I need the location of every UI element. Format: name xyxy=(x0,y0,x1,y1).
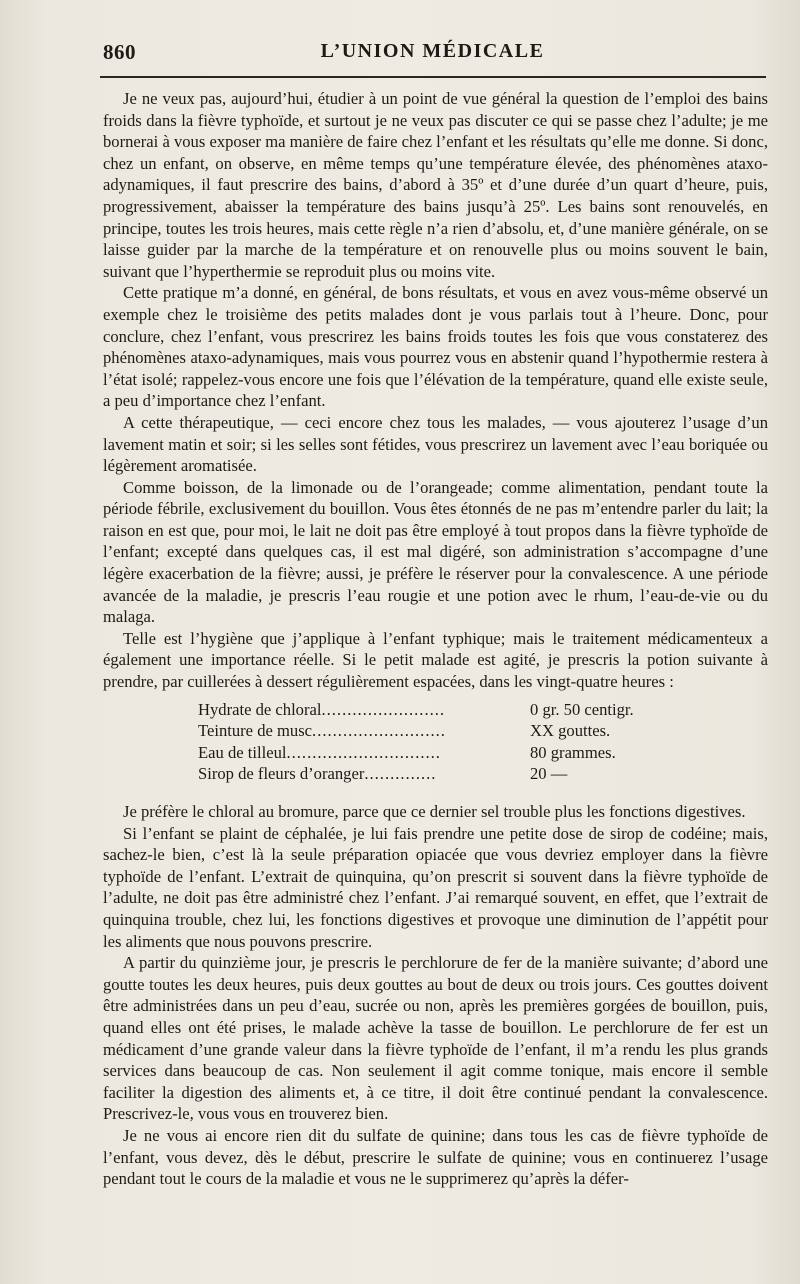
leader-dots: .......................... xyxy=(312,721,446,741)
paragraph: Je ne vous ai encore rien dit du sulfate de quinine; dans tous les cas de fièvre typhoïde de l’enfant, vous devez, dès le début, prescrire le sulfate de quinine; vous en continuerez l’usage pendant tout le cours de la maladie et vous ne le supprimerez qu’après la défer- xyxy=(103,1125,768,1189)
paragraph: Si l’enfant se plaint de céphalée, je lui fais prendre une petite dose de sirop de codéine; mais, sachez-le bien, c’est là la seule préparation opiacée que vous devriez employer dans la fièvre typhoïde de l’enfant. L’extrait de quinquina, qu’on prescrit si souvent dans la fièvre typhoïde de l’adulte, ne doit pas être administré chez l’enfant. J’ai remarqué souvent, en effet, que l’extrait de quinquina trouble, chez lui, les fonctions digestives et provoque une diminution de l’appétit pour les aliments que nous pouvons prescrire. xyxy=(103,823,768,951)
ingredient-name: Teinture de musc xyxy=(198,721,313,741)
paragraph: Cette pratique m’a donné, en général, de bons résultats, et vous en avez vous-même observé un exemple chez le troisième des petits malades dont je vous parlais tout à l’heure. Donc, pour conclure, chez l’enfant, vous prescrirez les bains froids toutes les fois que vous constaterez des phénomènes ataxo-adynamiques, mais vous pourrez vous en abstenir quand l’hypothermie restera à l’état isolé; rappelez-vous encore une fois que l’élévation de la température, quand elle existe seule, a peu d’importance chez l’enfant. xyxy=(103,283,768,411)
header-rule xyxy=(100,76,766,78)
paragraph: Comme boisson, de la limonade ou de l’orangeade; comme alimentation, pendant toute la période fébrile, exclusivement du bouillon. Vous êtes étonnés de ne pas m’entendre parler du lait; la raison en est que, pour moi, le lait ne doit pas être employé à tout propos dans la fièvre typhoïde de l’enfant; excepté dans quelques cas, il est mal digéré, son administration s’accompagne d’une légère exacerbation de la fièvre; aussi, je préfère le réserver pour la convalescence. A une période avancée de la maladie, je prescris l’eau rougie et une potion avec le rhum, l’eau-de-vie ou du malaga. xyxy=(103,477,768,627)
body-text xyxy=(103,88,768,1190)
ingredient-name: Hydrate de chloral xyxy=(198,699,322,719)
ingredient-name: Sirop de fleurs d’oranger xyxy=(198,764,365,784)
paragraph: Telle est l’hygiène que j’applique à l’enfant typhique; mais le traitement médicamenteux a également une importance réelle. Si le petit malade est agité, je prescris la potion suivante à prendre, par cuillerées à dessert régulièrement espacées, dans les vingt-quatre heures : xyxy=(103,628,768,692)
ingredient-quantity: 80 grammes. xyxy=(530,742,616,762)
prescription-row xyxy=(198,763,758,785)
page-header xyxy=(100,38,765,68)
prescription-row xyxy=(198,720,758,742)
running-title: L’UNION MÉDICALE xyxy=(320,40,545,62)
ingredient-quantity: 0 gr. 50 centigr. xyxy=(530,699,634,719)
leader-dots: .............. xyxy=(364,764,437,784)
paragraph: A partir du quinzième jour, je prescris le perchlorure de fer de la manière suivante; d’abord une goutte toutes les deux heures, puis deux gouttes au bout de deux ou trois jours. Ces gouttes doivent être administrées dans un peu d’eau, sucrée ou non, après les premières gorgées de bouillon, puis, quand elles ont été prises, le malade achève la tasse de bouillon. Le perchlorure de fer est un médicament d’une grande valeur dans la fièvre typhoïde de l’enfant, il m’a rendu les plus grands services dans beaucoup de cas. Non seulement il agit comme tonique, mais encore il semble faciliter la digestion des aliments et, à ce titre, il doit être continué pendant la convalescence. Prescrivez-le, vous vous en trouverez bien. xyxy=(103,953,768,1124)
prescription-row xyxy=(198,742,758,764)
ingredient-quantity: XX gouttes. xyxy=(530,721,611,741)
prescription-row xyxy=(198,699,758,721)
page-number: 860 xyxy=(103,40,136,64)
prescription-table xyxy=(198,699,758,785)
leader-dots: .............................. xyxy=(286,742,441,762)
paragraph: Je ne veux pas, aujourd’hui, étudier à un point de vue général la question de l’emploi des bains froids dans la fièvre typhoïde, et surtout je ne veux pas discuter ce qui se passe chez l’adulte; je me bornerai à vous exposer ma manière de faire chez l’enfant et les résultats qu’elle me donne. Si donc, chez un enfant, on observe, en même temps qu’une température élevée, des phénomènes ataxo-adynamiques, il faut prescrire des bains, d’abord à 35º et d’une durée d’un quart d’heure, puis, progressivement, abaisser la température des bains jusqu’à 25º. Les bains sont renouvelés, en principe, toutes les trois heures, mais cette règle n’a rien d’absolu, et, d’une manière générale, on se laisse guider par la marche de la température et on renouvelle plus ou moins souvent le bain, suivant que l’hyperthermie se reproduit plus ou moins vite. xyxy=(103,89,768,281)
ingredient-name: Eau de tilleul xyxy=(198,742,287,762)
leader-dots: ........................ xyxy=(321,699,446,719)
paragraph: A cette thérapeutique, — ceci encore chez tous les malades, — vous ajouterez l’usage d’un lavement matin et soir; si les selles sont fétides, vous prescrirez un lavement avec l’eau boriquée ou légèrement aromatisée. xyxy=(103,412,768,476)
ingredient-quantity: 20 — xyxy=(530,764,568,784)
paragraph: Je préfère le chloral au bromure, parce que ce dernier sel trouble plus les fonctions digestives. xyxy=(123,802,746,821)
